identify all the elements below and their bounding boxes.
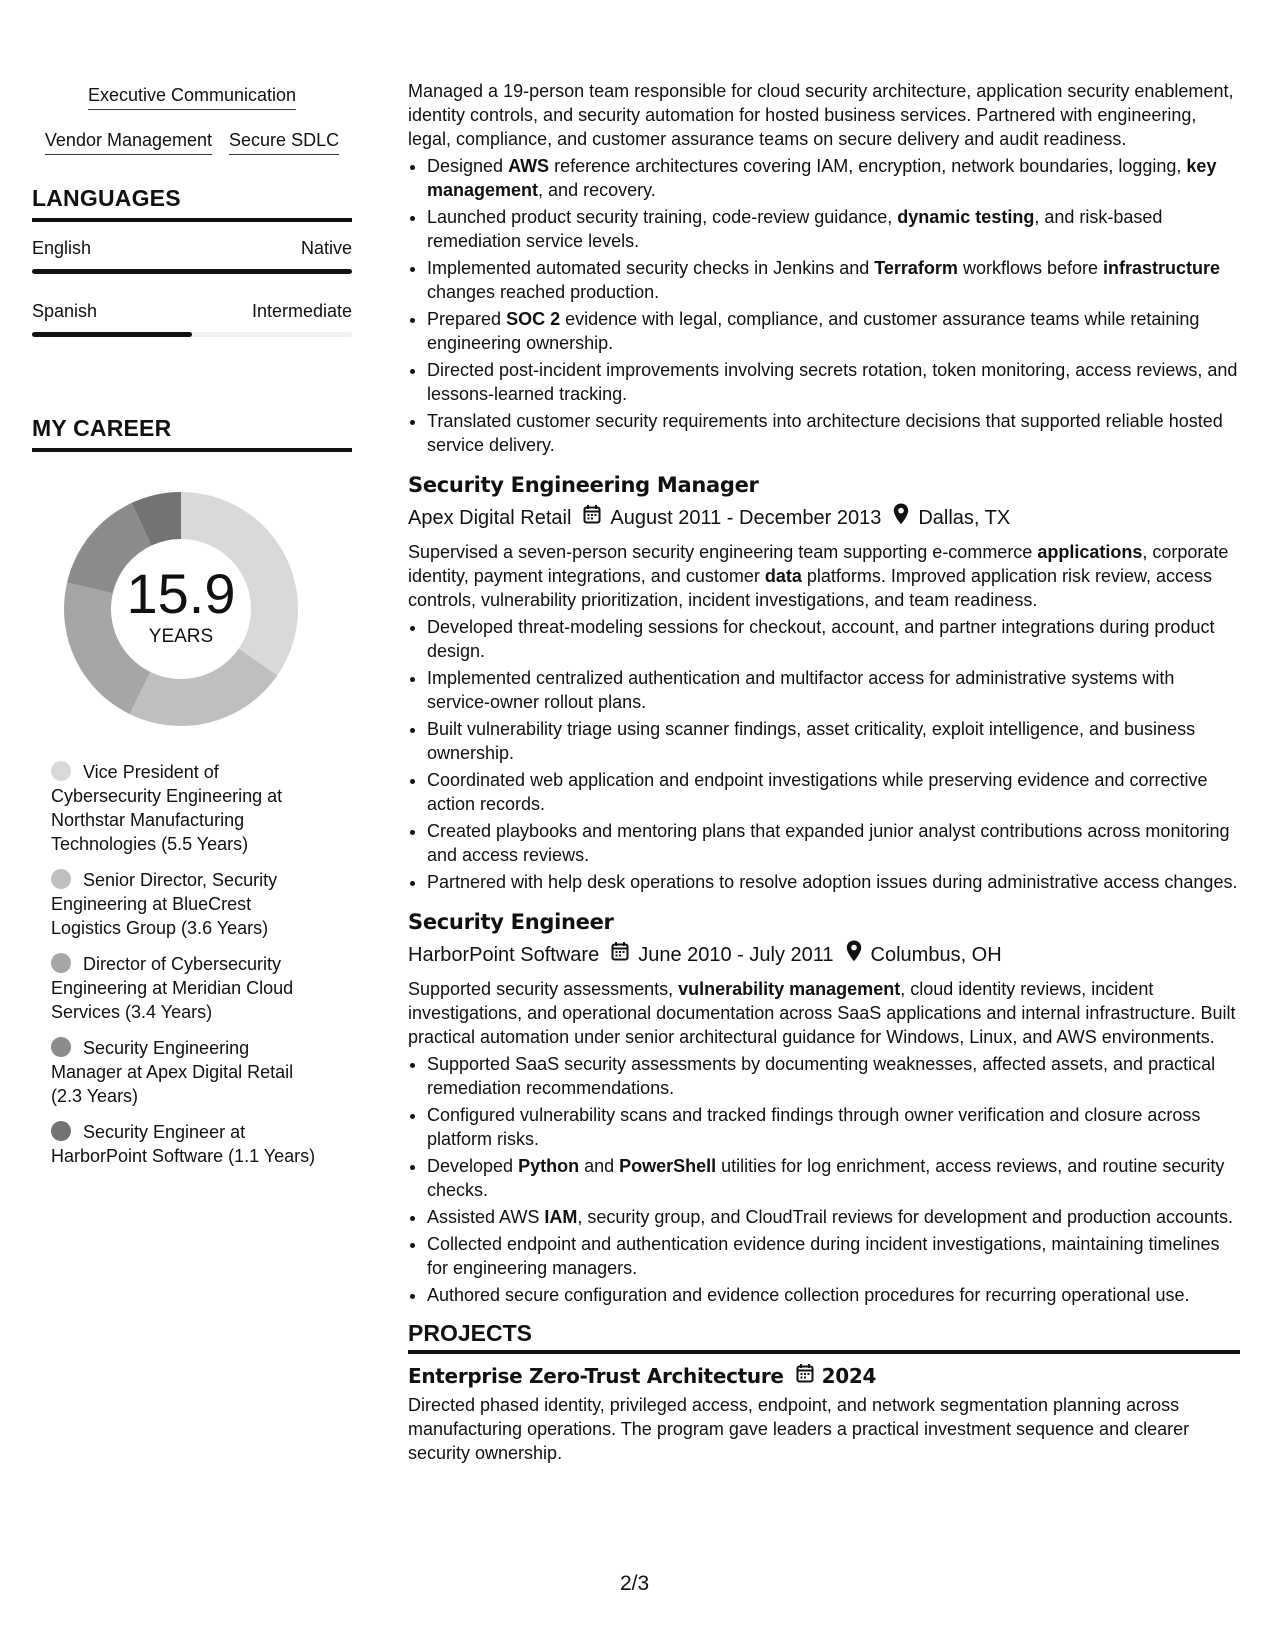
job-company: Apex Digital Retail (408, 507, 572, 529)
career-legend-item (51, 1036, 321, 1108)
bold-text: vulnerability management (678, 979, 901, 999)
legend-dot-icon (51, 761, 71, 781)
text-run: Prepared (427, 309, 507, 329)
projects-heading: PROJECTS (408, 1321, 1240, 1354)
bullet-item (427, 1232, 1240, 1280)
sidebar (32, 84, 352, 1180)
job-meta (408, 940, 1240, 970)
bullet-item (427, 358, 1240, 406)
bullet-item (427, 154, 1240, 202)
languages-section (32, 185, 352, 337)
skill-tag: Vendor Management (45, 129, 212, 155)
skill-tag: Executive Communication (88, 84, 296, 110)
text-run: Assisted AWS (427, 1207, 545, 1227)
text-run: changes reached production. (427, 282, 660, 302)
career-total-unit: YEARS (148, 626, 214, 647)
page-number: 2/3 (620, 1572, 650, 1595)
language-level: Native (300, 238, 352, 258)
bold-text: applications (1037, 542, 1143, 562)
bullet-item (427, 717, 1240, 765)
job-location: Dallas, TX (918, 507, 1011, 529)
job-company: HarborPoint Software (408, 944, 600, 966)
bullet-item (427, 1205, 1240, 1229)
career-donut-chart (56, 484, 306, 734)
job-entry (408, 471, 1240, 894)
text-run: Configured vulnerability scans and tracked findings through owner verification and closure across platform risks. (427, 1105, 1201, 1149)
text-run: Designed (427, 156, 509, 176)
bold-text: infrastructure (1103, 258, 1221, 278)
text-run: Launched product security training, code-review guidance, (427, 207, 898, 227)
text-run: , corporate identity, payment integrations, and customer (408, 542, 1229, 586)
bullet-item (427, 768, 1240, 816)
career-total-years: 15.9 (126, 562, 236, 625)
legend-dot-icon (51, 869, 71, 889)
text-run: , and recovery. (538, 180, 656, 200)
text-run: Implemented centralized authentication and multifactor access for administrative systems with service-owner rollout plans. (427, 668, 1175, 712)
job-title: Security Engineering Manager (408, 473, 759, 497)
bold-text: Terraform (874, 258, 958, 278)
text-run: Developed (427, 1156, 519, 1176)
bullet-item (427, 256, 1240, 304)
location-pin-icon (893, 503, 909, 533)
language-bar-fill (32, 269, 352, 274)
bullet-item (427, 819, 1240, 867)
bullet-item (427, 1154, 1240, 1202)
career-legend (51, 760, 321, 1168)
skills-list (32, 84, 352, 155)
bullet-item (427, 1052, 1240, 1100)
job-dates: June 2010 - July 2011 (638, 944, 834, 966)
text-run: Coordinated web application and endpoint investigations while preserving evidence and corrective action records. (427, 770, 1208, 814)
career-role-label: Vice President of Cybersecurity Engineering at Northstar Manufacturing Technologies (5.5 Years) (51, 762, 283, 854)
role-bullets (408, 154, 1240, 457)
text-run: evidence with legal, compliance, and customer assurance teams while retaining engineering ownership. (427, 309, 1200, 353)
jobs-list (408, 471, 1240, 1307)
text-run: workflows before (957, 258, 1103, 278)
language-row (32, 237, 352, 259)
career-legend-item (51, 868, 321, 940)
bullet-item (427, 870, 1240, 894)
project-title: Enterprise Zero-Trust Architecture (408, 1364, 784, 1388)
text-run: Created playbooks and mentoring plans that expanded junior analyst contributions across monitoring and access reviews. (427, 821, 1230, 865)
bold-text: data (764, 566, 802, 586)
job-bullets (408, 615, 1240, 894)
text-run: Developed threat-modeling sessions for checkout, account, and partner integrations during product design. (427, 617, 1215, 661)
project-description: Directed phased identity, privileged access, endpoint, and network segmentation planning across manufacturing operations. The program gave leaders a practical investment sequence and clearer security ownership. (408, 1395, 1190, 1463)
bold-text: AWS (508, 156, 550, 176)
calendar-icon (583, 504, 601, 532)
bold-text: IAM (544, 1207, 578, 1227)
text-run: Supported security assessments, (408, 979, 679, 999)
bullet-item (427, 409, 1240, 457)
career-role-label: Director of Cybersecurity Engineering at Meridian Cloud Services (3.4 Years) (51, 954, 294, 1022)
bold-text: dynamic testing (897, 207, 1035, 227)
text-run: Implemented automated security checks in Jenkins and (427, 258, 875, 278)
text-run: Partnered with help desk operations to resolve adoption issues during administrative access changes. (427, 872, 1238, 892)
bold-text: SOC 2 (506, 309, 561, 329)
project-year: 2024 (821, 1364, 877, 1388)
text-run: and (579, 1156, 620, 1176)
main-content (408, 79, 1240, 1465)
language-bar-fill (32, 332, 192, 337)
legend-dot-icon (51, 953, 71, 973)
job-meta (408, 503, 1240, 533)
bullet-item (427, 307, 1240, 355)
career-heading: MY CAREER (32, 415, 352, 452)
text-run: platforms. Improved application risk review, access controls, vulnerability prioritization, incident investigations, and team readiness. (408, 566, 1213, 610)
calendar-icon (611, 941, 629, 969)
bullet-item (427, 205, 1240, 253)
text-run: , cloud identity reviews, incident investigations, and operational documentation across SaaS applications and internal infrastructure. Built practical automation under senior architectural guidance for Windows, Linux, and AWS environments. (408, 979, 1236, 1047)
job-title: Security Engineer (408, 910, 614, 934)
career-role-label: Senior Director, Security Engineering at BlueCrest Logistics Group (3.6 Years) (51, 870, 278, 938)
skill-tag: Secure SDLC (229, 129, 339, 155)
job-entry (408, 908, 1240, 1307)
text-run: Supported SaaS security assessments by documenting weaknesses, affected assets, and practical remediation recommendations. (427, 1054, 1216, 1098)
languages-heading: LANGUAGES (32, 185, 352, 222)
text-run: , security group, and CloudTrail reviews for development and production accounts. (577, 1207, 1234, 1227)
text-run: Directed post-incident improvements involving secrets rotation, token monitoring, access reviews, and lessons-learned tracking. (427, 360, 1238, 404)
language-row (32, 300, 352, 322)
job-summary (408, 540, 1240, 612)
role-summary: Managed a 19-person team responsible for cloud security architecture, application security enablement, identity controls, and security automation for hosted business services. Partnered with engineering, legal, compliance, and customer assurance teams on secure delivery and audit readiness. (408, 81, 1234, 149)
job-dates: August 2011 - December 2013 (610, 507, 882, 529)
language-name: Spanish (32, 301, 98, 321)
text-run: Translated customer security requirements into architecture decisions that supported reliable hosted service delivery. (427, 411, 1223, 455)
language-level: Intermediate (251, 301, 352, 321)
job-bullets (408, 1052, 1240, 1307)
career-legend-item (51, 1120, 321, 1168)
bullet-item (427, 1103, 1240, 1151)
language-bar (32, 269, 352, 274)
career-legend-item (51, 760, 321, 856)
text-run: , and risk-based remediation service levels. (427, 207, 1163, 251)
language-name: English (32, 238, 92, 258)
location-pin-icon (846, 940, 862, 970)
bold-text: key management (427, 156, 1217, 200)
job-summary (408, 977, 1240, 1049)
skill-row (32, 129, 352, 155)
career-section (32, 415, 352, 1168)
legend-dot-icon (51, 1037, 71, 1057)
career-legend-item (51, 952, 321, 1024)
skill-row (32, 84, 352, 110)
bullet-item (427, 666, 1240, 714)
text-run: Authored secure configuration and evidence collection procedures for recurring operational use. (427, 1285, 1190, 1305)
donut-center (56, 484, 306, 734)
text-run: reference architectures covering IAM, encryption, network boundaries, logging, (549, 156, 1187, 176)
text-run: Collected endpoint and authentication evidence during incident investigations, maintaining timelines for engineering managers. (427, 1234, 1220, 1278)
project-header (408, 1363, 1240, 1389)
bold-text: Python (518, 1156, 580, 1176)
text-run: Built vulnerability triage using scanner findings, asset criticality, exploit intelligence, and business ownership. (427, 719, 1196, 763)
text-run: utilities for log enrichment, access reviews, and routine security checks. (427, 1156, 1225, 1200)
bold-text: PowerShell (619, 1156, 717, 1176)
calendar-icon (796, 1363, 814, 1389)
career-role-label: Security Engineer at HarborPoint Software (1.1 Years) (51, 1122, 316, 1166)
bullet-item (427, 1283, 1240, 1307)
bullet-item (427, 615, 1240, 663)
language-bar (32, 332, 352, 337)
legend-dot-icon (51, 1121, 71, 1141)
text-run: Supervised a seven-person security engineering team supporting e-commerce (408, 542, 1038, 562)
career-role-label: Security Engineering Manager at Apex Digital Retail (2.3 Years) (51, 1038, 294, 1106)
job-location: Columbus, OH (870, 944, 1002, 966)
